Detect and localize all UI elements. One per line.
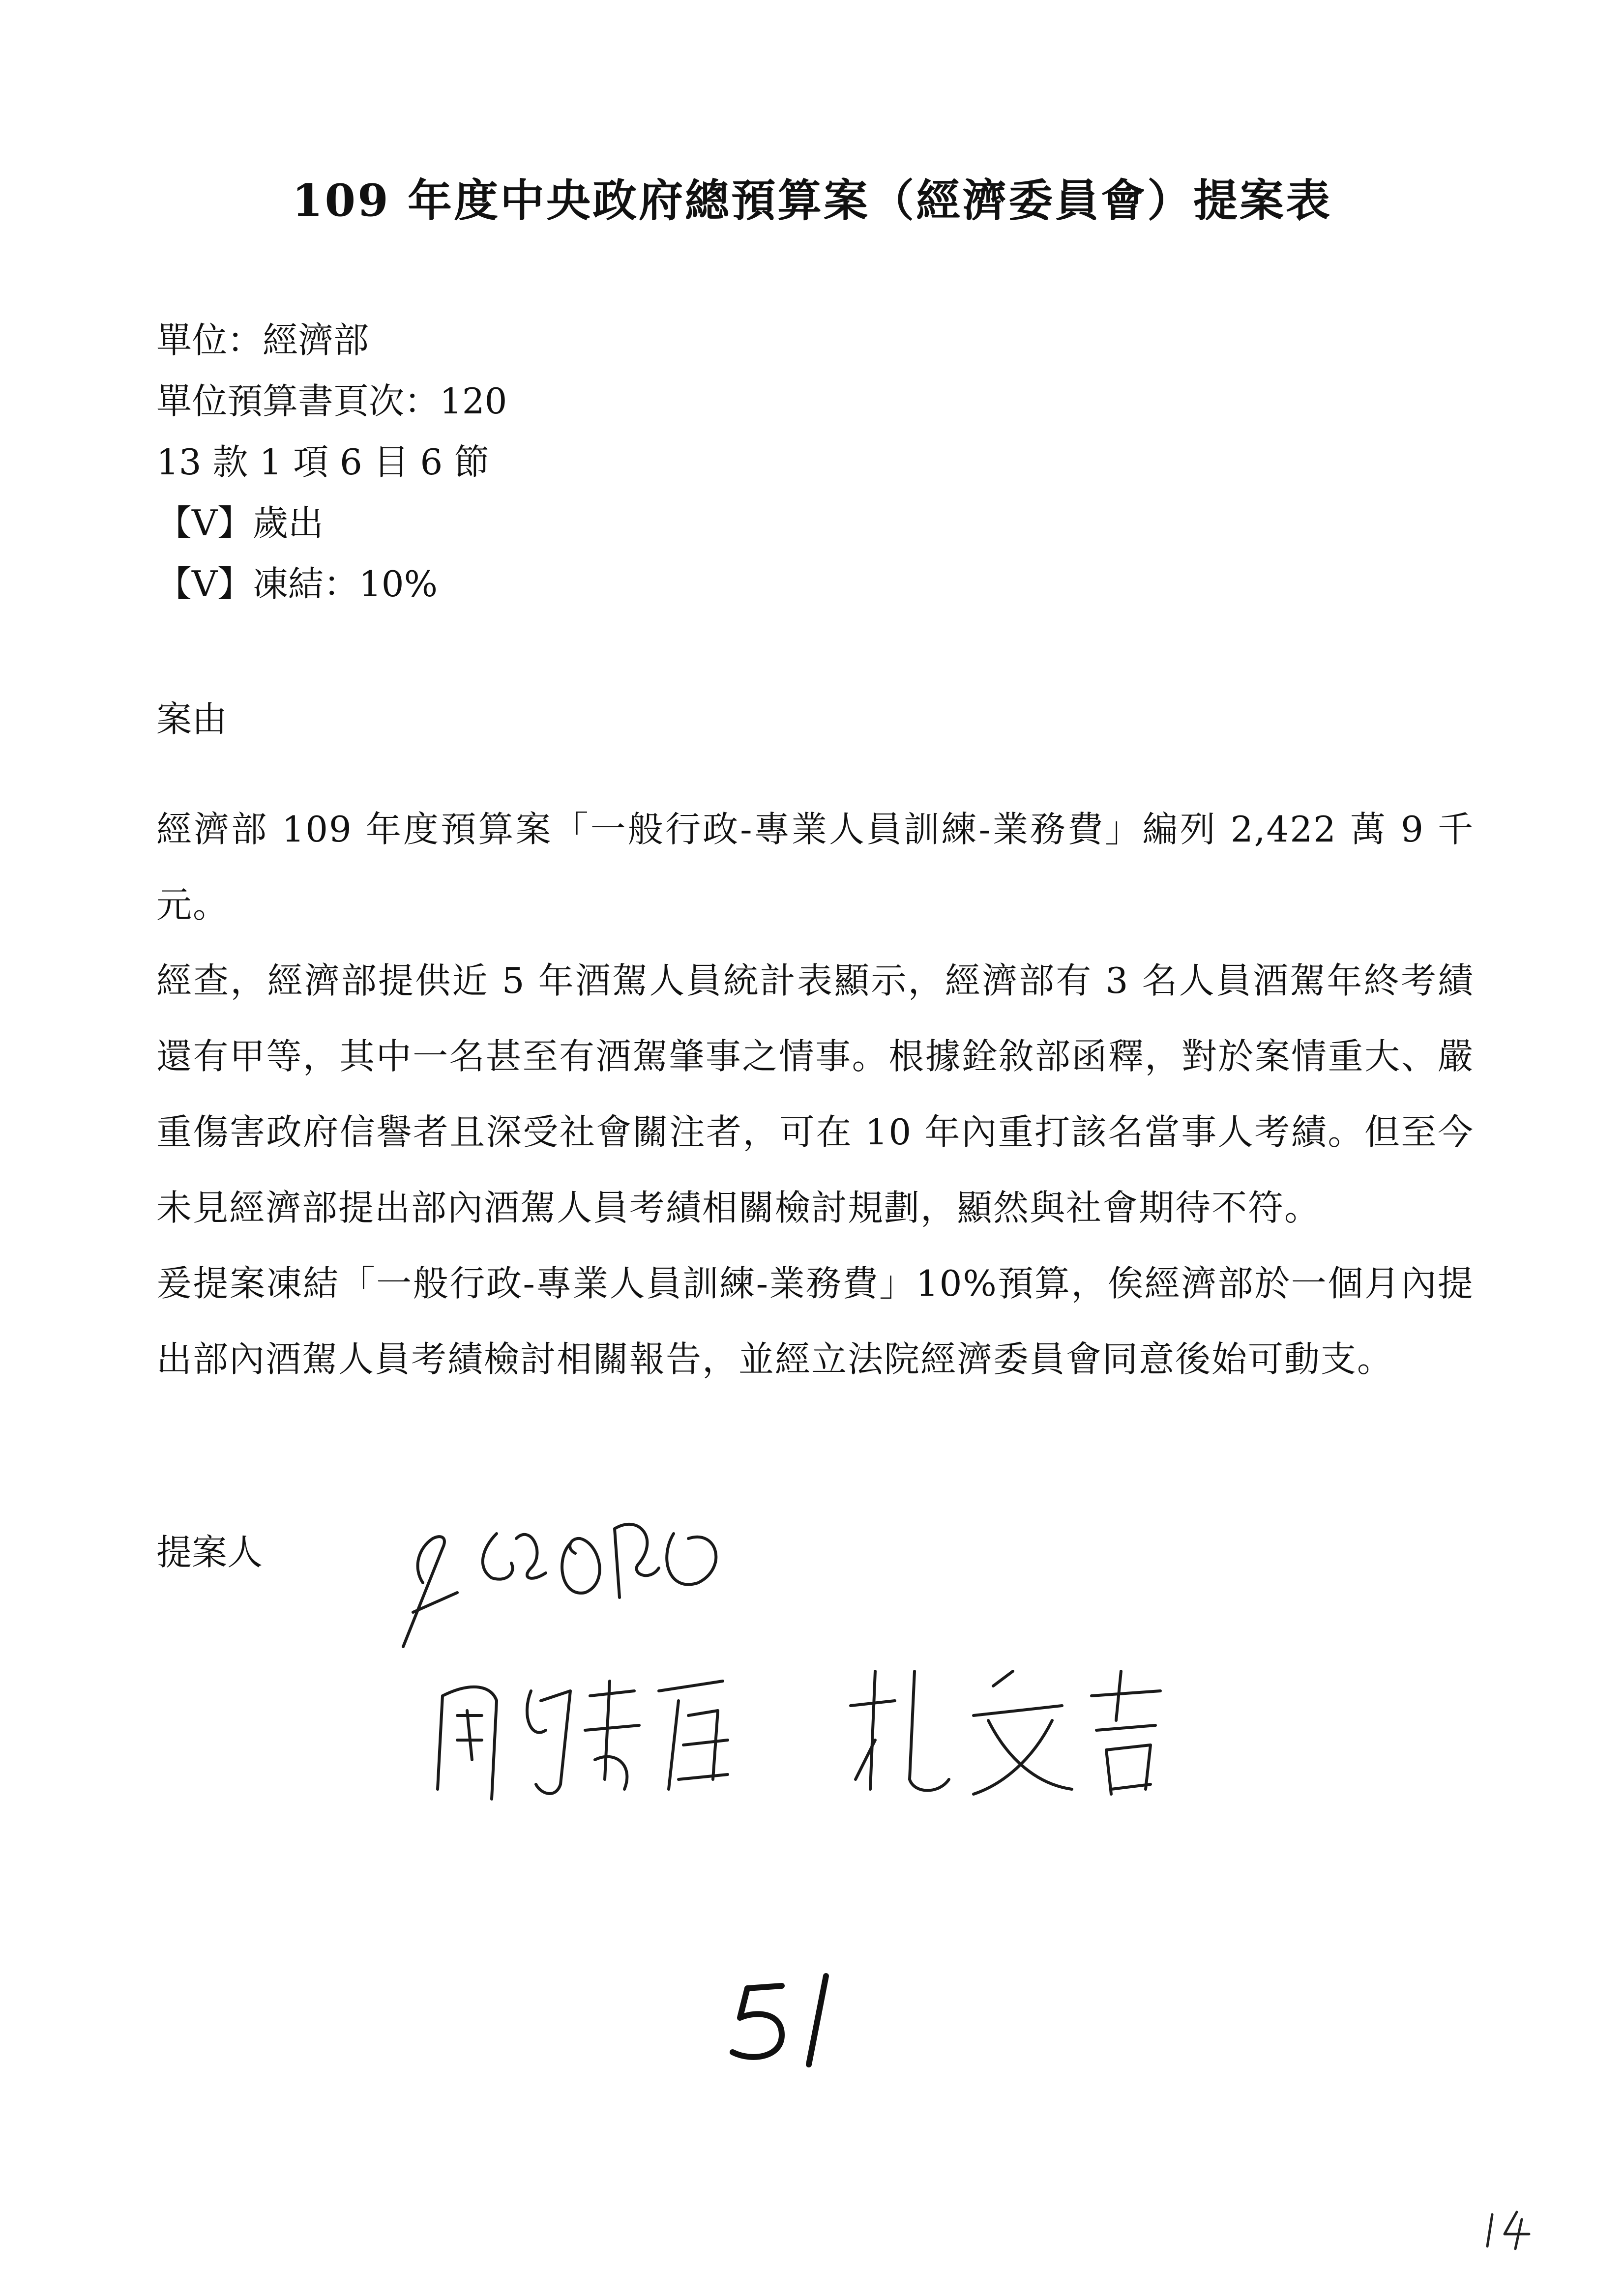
budget-page-line: 單位預算書頁次：120 [156, 380, 507, 422]
budget-item-line: 13 款 1 項 6 目 6 節 [156, 441, 490, 483]
handwritten-signatures [384, 1484, 1269, 1829]
reason-heading: 案由 [156, 698, 228, 740]
signature-3 [851, 1671, 1160, 1794]
reason-paragraph-1: 經濟部 109 年度預算案「一般行政-專業人員訓練-業務費」編列 2,422 萬 9 千元。 [156, 809, 1474, 926]
handwritten-page-number [713, 1971, 860, 2069]
reason-body [156, 791, 1474, 1397]
corner-page-number [1480, 2207, 1539, 2251]
reason-paragraph-2: 經查，經濟部提供近 5 年酒駕人員統計表顯示，經濟部有 3 名人員酒駕年終考績還有甲等，其中一名甚至有酒駕肇事之情事。根據銓敘部函釋，對於案情重大、嚴重傷害政府信譽者且深受社會關注者，可在 10 年內重打該名當事人考績。但至今未見經濟部提出部內酒駕人員考績相關檢討規劃，顯然與社會期待不符。 [156, 960, 1474, 1228]
signature-1 [403, 1524, 716, 1647]
expenditure-checkbox-line: 【V】歲出 [156, 502, 324, 544]
document-title: 109 年度中央政府總預算案（經濟委員會）提案表 [292, 174, 1332, 227]
reason-paragraph-3: 爰提案凍結「一般行政-專業人員訓練-業務費」10%預算，俟經濟部於一個月內提出部內酒駕人員考績檢討相關報告，並經立法院經濟委員會同意後始可動支。 [156, 1263, 1474, 1380]
freeze-checkbox-line: 【V】凍結：10% [156, 563, 438, 605]
proposer-heading: 提案人 [156, 1532, 263, 1573]
unit-line: 單位：經濟部 [156, 320, 369, 361]
signature-2 [438, 1681, 728, 1799]
meta-info-block [156, 310, 507, 614]
